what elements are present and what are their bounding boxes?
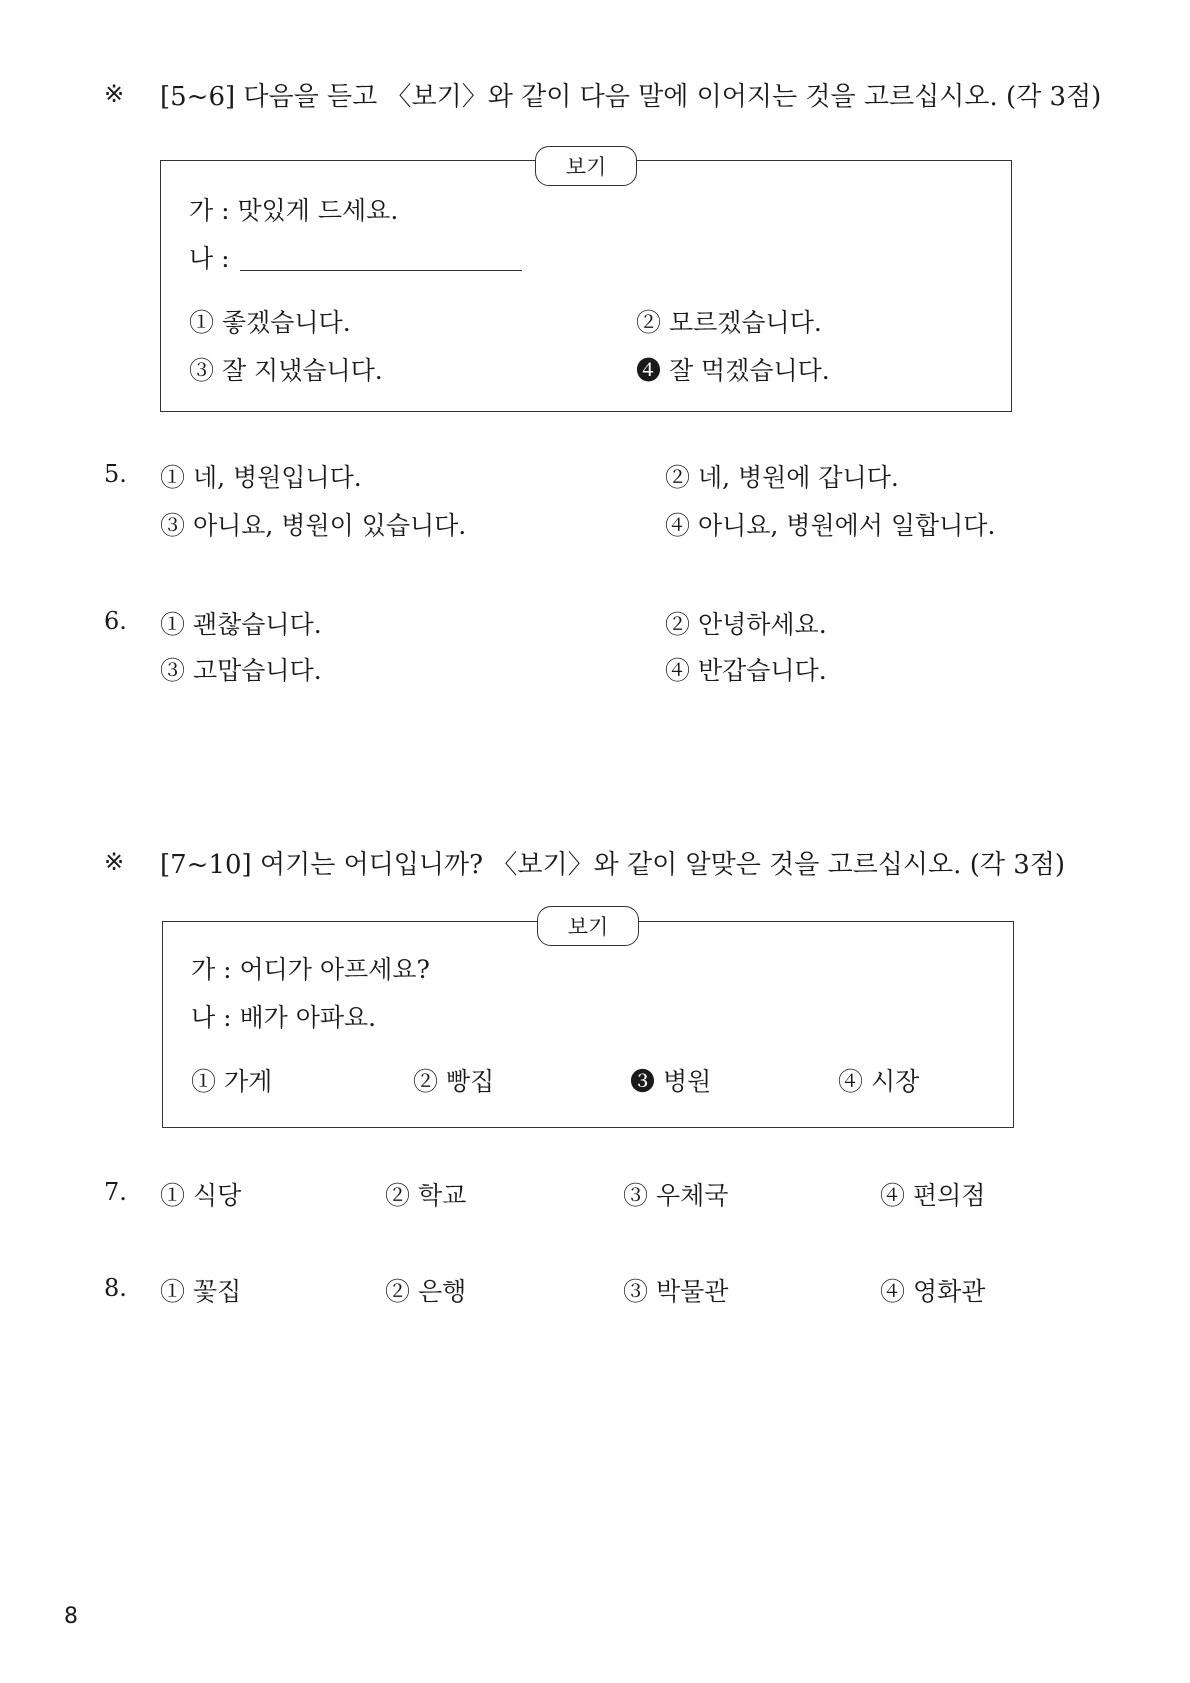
example-option-3: ③ 잘 지냈습니다. — [189, 356, 383, 385]
question-6-option-4[interactable]: ④ 반갑습니다. — [665, 656, 827, 685]
question-7-option-2[interactable]: ② 학교 — [385, 1181, 467, 1210]
question-7-option-3[interactable]: ③ 우체국 — [623, 1181, 729, 1210]
question-number-5: 5. — [104, 460, 127, 488]
example-option-2: ② 빵집 — [413, 1067, 495, 1096]
question-7-option-1[interactable]: ① 식당 — [160, 1181, 242, 1210]
question-number-8: 8. — [104, 1274, 127, 1302]
example-option-4-answer: ❹ 잘 먹겠습니다. — [636, 356, 830, 385]
question-8-option-1[interactable]: ① 꽃집 — [160, 1277, 242, 1306]
question-7-option-4[interactable]: ④ 편의점 — [880, 1181, 986, 1210]
example-line-b — [189, 239, 522, 275]
page-number: 8 — [64, 1604, 78, 1629]
example-option-2: ② 모르겠습니다. — [636, 308, 822, 337]
example-box — [160, 160, 1012, 412]
example-option-1: ① 좋겠습니다. — [189, 308, 351, 337]
reference-mark: ※ — [104, 848, 125, 876]
example-tab: 보기 — [537, 906, 639, 946]
question-5-option-2[interactable]: ② 네, 병원에 갑니다. — [665, 463, 899, 492]
question-number-7: 7. — [104, 1178, 127, 1206]
question-8-option-4[interactable]: ④ 영화관 — [880, 1277, 986, 1306]
question-5-option-3[interactable]: ③ 아니요, 병원이 있습니다. — [160, 511, 467, 540]
section-instruction: [5~6] 다음을 듣고 〈보기〉와 같이 다음 말에 이어지는 것을 고르십시오. (각 3점) — [160, 82, 1102, 112]
question-5-option-4[interactable]: ④ 아니요, 병원에서 일합니다. — [665, 511, 996, 540]
example-tab: 보기 — [535, 146, 637, 186]
example-line-b: 나 : 배가 아파요. — [191, 1003, 377, 1032]
question-number-6: 6. — [104, 607, 127, 635]
section-instruction: [7~10] 여기는 어디입니까? 〈보기〉와 같이 알맞은 것을 고르십시오. (각 3점) — [160, 850, 1066, 880]
question-5-option-1[interactable]: ① 네, 병원입니다. — [160, 463, 362, 492]
answer-blank — [240, 250, 522, 271]
question-6-option-3[interactable]: ③ 고맙습니다. — [160, 656, 322, 685]
example-line-b-label: 나 : — [189, 244, 230, 273]
example-option-3-answer: ❸ 병원 — [630, 1067, 712, 1096]
example-line-a: 가 : 어디가 아프세요? — [191, 955, 430, 984]
question-8-option-2[interactable]: ② 은행 — [385, 1277, 467, 1306]
example-box — [162, 921, 1014, 1128]
reference-mark: ※ — [104, 80, 125, 108]
question-8-option-3[interactable]: ③ 박물관 — [623, 1277, 729, 1306]
example-option-1: ① 가게 — [191, 1067, 273, 1096]
example-line-a: 가 : 맛있게 드세요. — [189, 196, 399, 225]
example-option-4: ④ 시장 — [838, 1067, 920, 1096]
question-6-option-1[interactable]: ① 괜찮습니다. — [160, 610, 322, 639]
question-6-option-2[interactable]: ② 안녕하세요. — [665, 610, 827, 639]
